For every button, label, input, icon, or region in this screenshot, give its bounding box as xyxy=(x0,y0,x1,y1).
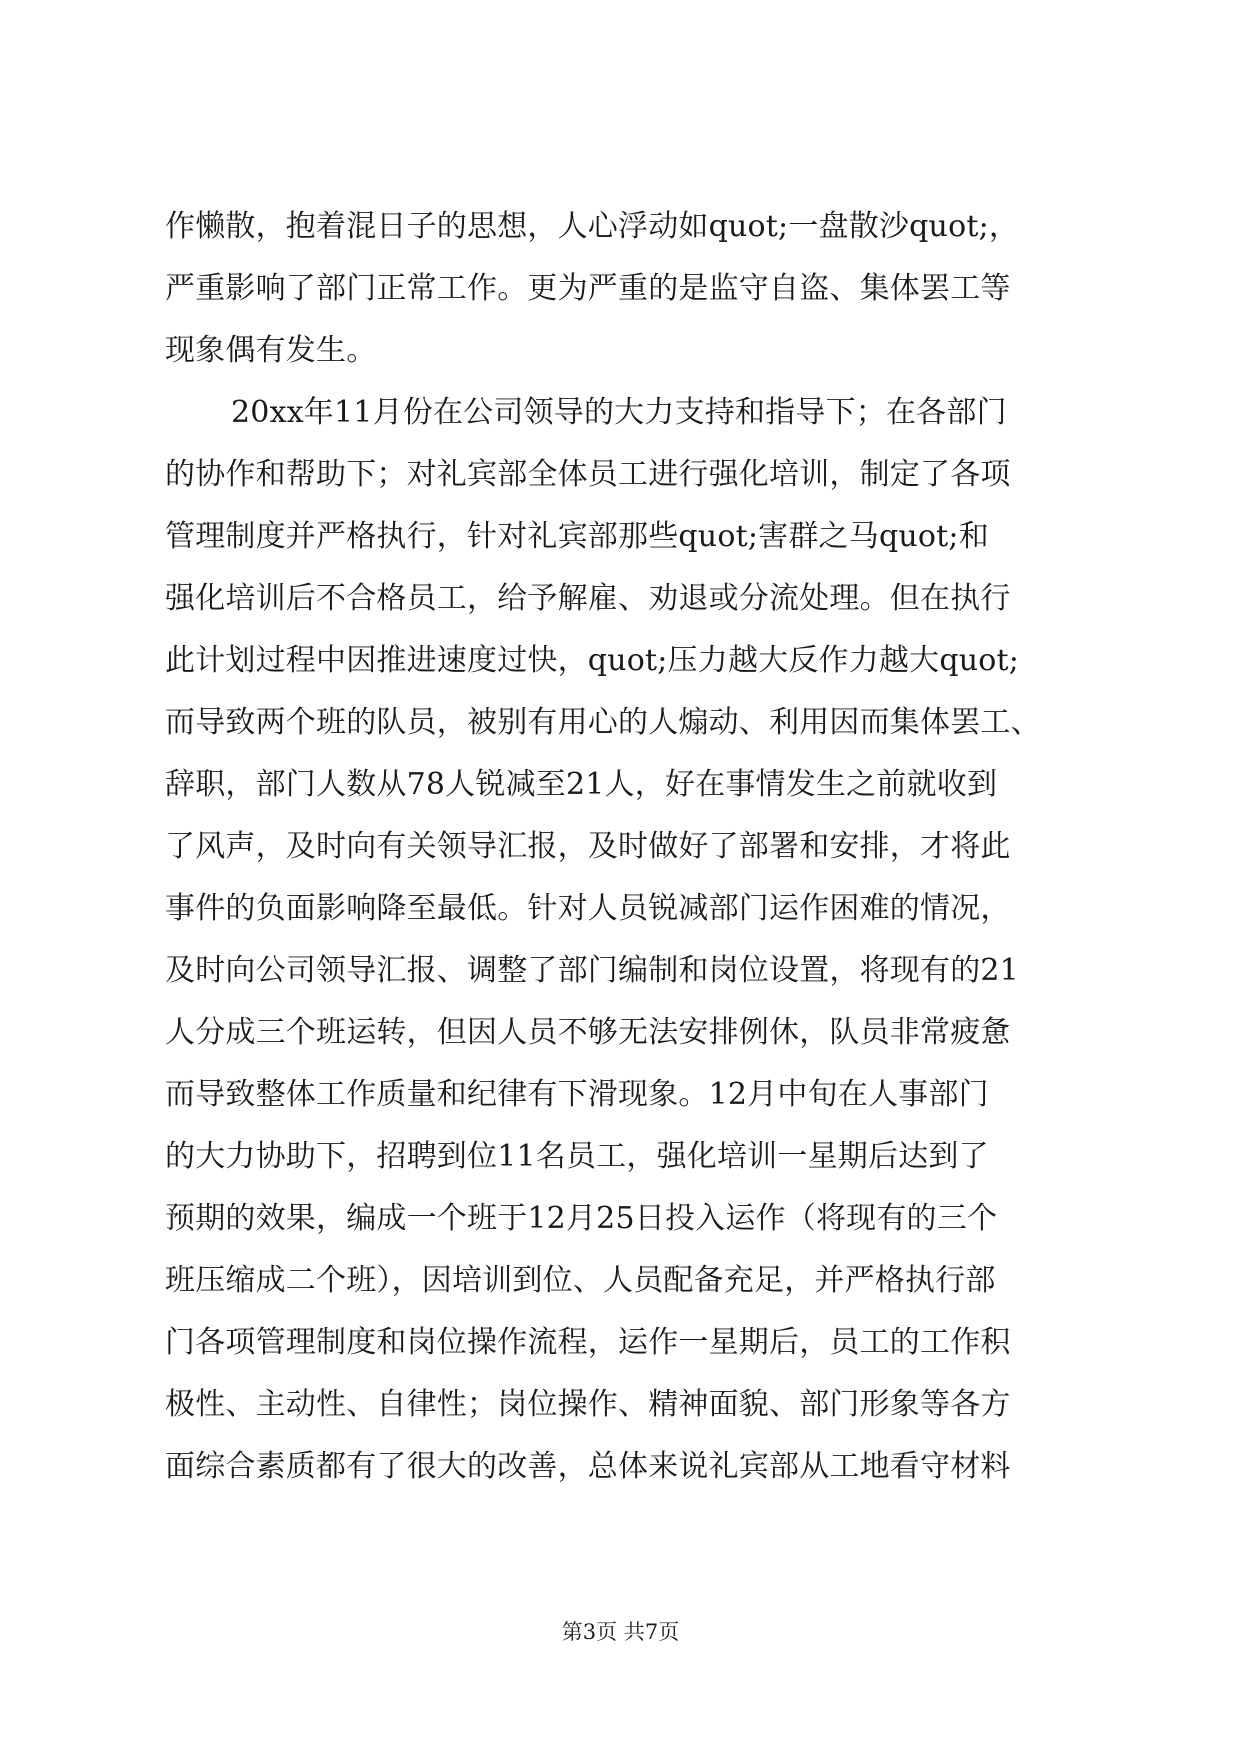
text-line: 事件的负面影响降至最低。针对人员锐减部门运作困难的情况， xyxy=(165,891,1011,926)
paragraph xyxy=(165,196,1085,382)
text-line: 预期的效果，编成一个班于12月25日投入运作（将现有的三个 xyxy=(165,1201,998,1236)
text-line: 管理制度并严格执行，针对礼宾部那些quot;害群之马quot;和 xyxy=(165,519,989,554)
text-line: 及时向公司领导汇报、调整了部门编制和岗位设置，将现有的21 xyxy=(165,953,1019,988)
paragraph xyxy=(165,382,1085,1498)
text-line: 而导致两个班的队员，被别有用心的人煽动、利用因而集体罢工、 xyxy=(165,705,1041,740)
text-line: 强化培训后不合格员工，给予解雇、劝退或分流处理。但在执行 xyxy=(165,581,1011,616)
text-line: 了风声，及时向有关领导汇报，及时做好了部署和安排，才将此 xyxy=(165,829,1011,864)
text-line: 而导致整体工作质量和纪律有下滑现象。12月中旬在人事部门 xyxy=(165,1077,989,1112)
body-text xyxy=(165,196,1085,1498)
text-line: 此计划过程中因推进速度过快，quot;压力越大反作力越大quot; xyxy=(165,643,1020,678)
text-line: 20xx年11月份在公司领导的大力支持和指导下；在各部门 xyxy=(231,395,1007,430)
text-line: 现象偶有发生。 xyxy=(165,333,377,368)
text-line: 严重影响了部门正常工作。更为严重的是监守自盗、集体罢工等 xyxy=(165,271,1011,306)
text-line: 人分成三个班运转，但因人员不够无法安排例休，队员非常疲惫 xyxy=(165,1015,1011,1050)
text-line: 的大力协助下，招聘到位11名员工，强化培训一星期后达到了 xyxy=(165,1139,989,1174)
text-line: 班压缩成二个班），因培训到位、人员配备充足，并严格执行部 xyxy=(165,1263,996,1298)
text-line: 面综合素质都有了很大的改善，总体来说礼宾部从工地看守材料 xyxy=(165,1449,1011,1484)
text-line: 极性、主动性、自律性；岗位操作、精神面貌、部门形象等各方 xyxy=(165,1387,1011,1422)
page-footer: 第3页 共7页 xyxy=(561,1620,680,1644)
text-line: 作懒散，抱着混日子的思想，人心浮动如quot;一盘散沙quot;， xyxy=(165,209,1020,244)
text-line: 的协作和帮助下；对礼宾部全体员工进行强化培训，制定了各项 xyxy=(165,457,1011,492)
text-line: 辞职，部门人数从78人锐减至21人，好在事情发生之前就收到 xyxy=(165,767,998,802)
text-line: 门各项管理制度和岗位操作流程，运作一星期后，员工的工作积 xyxy=(165,1325,1011,1360)
